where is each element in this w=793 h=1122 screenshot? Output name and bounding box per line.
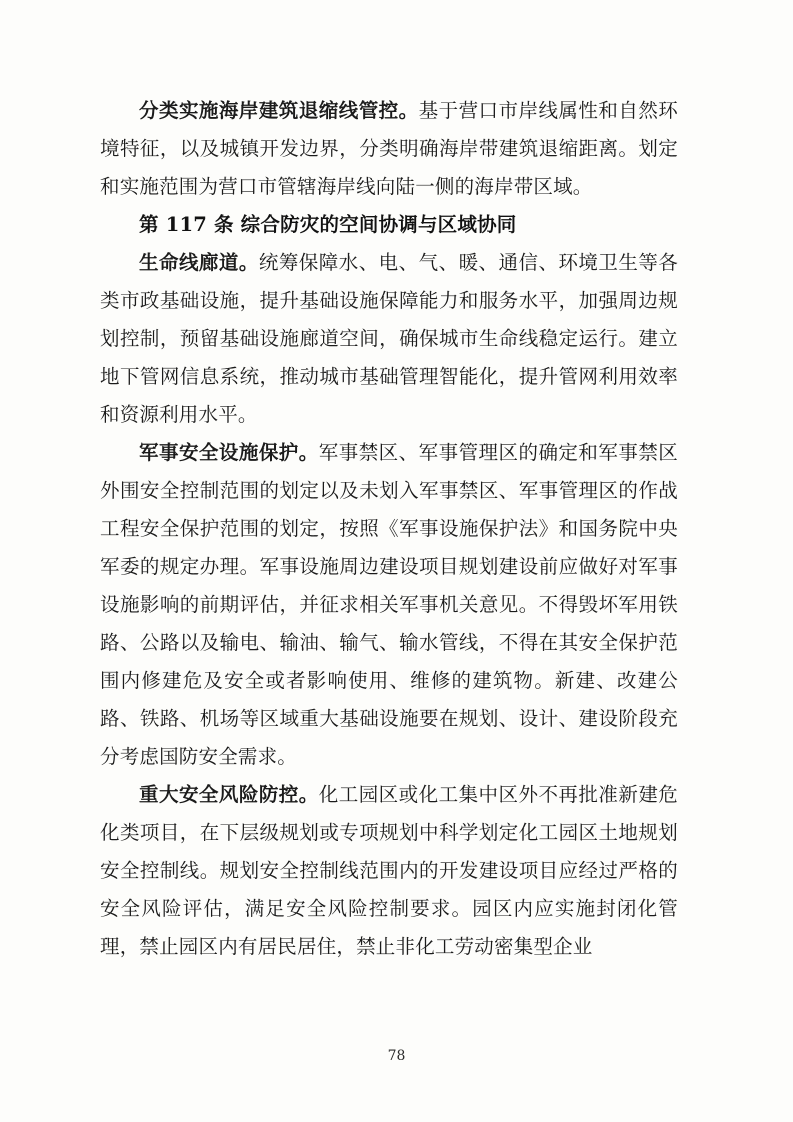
page-number: 78 (387, 1048, 406, 1064)
paragraph-major-risk-prevention (100, 776, 678, 966)
paragraph-body-coastal-setback: 基于营口市岸线属性和自然环境特征，以及城镇开发边界，分类明确海岸带建筑退缩距离。划定和实施范围为营口市管辖海岸线向陆一侧的海岸带区域。 (100, 99, 678, 198)
paragraph-lead-coastal-setback: 分类实施海岸建筑退缩线管控。 (139, 99, 419, 122)
paragraph-lifeline-corridor (100, 244, 678, 434)
paragraph-lead-military-facility-protection: 军事安全设施保护。 (139, 441, 319, 464)
paragraph-lead-lifeline-corridor: 生命线廊道。 (139, 251, 259, 274)
page-content (100, 92, 678, 966)
paragraph-coastal-setback (100, 92, 678, 206)
section-heading-117: 第 117 条 综合防灾的空间协调与区域协同 (139, 213, 517, 236)
paragraph-body-major-risk-prevention: 化工园区或化工集中区外不再批准新建危化类项目，在下层级规划或专项规划中科学划定化工园区土地规划安全控制线。规划安全控制线范围内的开发建设项目应经过严格的安全风险评估，满足安全风险控制要求。园区内应实施封闭化管理，禁止园区内有居民居住，禁止非化工劳动密集型企业 (100, 783, 678, 958)
paragraph-lead-major-risk-prevention: 重大安全风险防控。 (139, 783, 319, 806)
paragraph-body-lifeline-corridor: 统筹保障水、电、气、暖、通信、环境卫生等各类市政基础设施，提升基础设施保障能力和服务水平，加强周边规划控制，预留基础设施廊道空间，确保城市生命线稳定运行。建立地下管网信息系统，推动城市基础管理智能化，提升管网利用效率和资源利用水平。 (100, 251, 679, 426)
paragraph-military-facility-protection (100, 434, 678, 776)
paragraph-body-military-facility-protection: 军事禁区、军事管理区的确定和军事禁区外围安全控制范围的划定以及未划入军事禁区、军事管理区的作战工程安全保护范围的划定，按照《军事设施保护法》和国务院中央军委的规定办理。军事设施周边建设项目规划建设前应做好对军事设施影响的前期评估，并征求相关军事机关意见。不得毁坏军用铁路、公路以及输电、输油、输气、输水管线，不得在其安全保护范围内修建危及安全或者影响使用、维修的建筑物。新建、改建公路、铁路、机场等区域重大基础设施要在规划、设计、建设阶段充分考虑国防安全需求。 (100, 441, 678, 768)
